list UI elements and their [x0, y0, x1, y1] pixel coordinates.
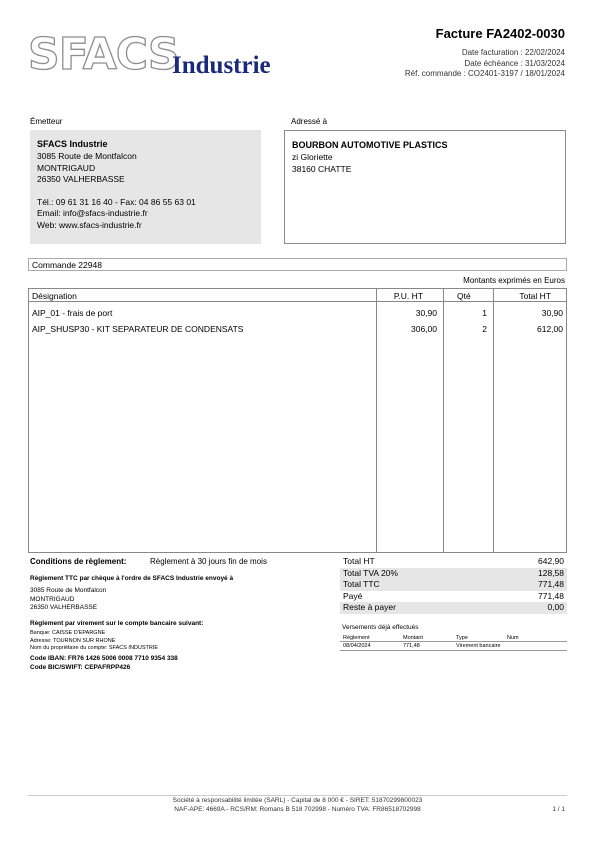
- invoice-due-date: Date échéance : 31/03/2024: [464, 58, 565, 68]
- payment-type: Virement bancaire: [456, 643, 501, 649]
- total-row: [340, 556, 567, 568]
- recipient-label: Adressé à: [291, 117, 328, 126]
- row-total: 30,90: [541, 308, 563, 318]
- logo-brand: SFACS: [28, 29, 179, 80]
- payment-amount: 771,48: [403, 643, 420, 649]
- payments-header-reglement: Règlement: [343, 635, 370, 641]
- total-row: [340, 602, 567, 614]
- total-label: Total TTC: [343, 579, 380, 590]
- column-divider: [493, 289, 494, 552]
- footer-legal-line-2: NAF-APE: 4669A - RCS/RM: Romans B 518 702998 - Numéro TVA: FR86518702998: [174, 806, 421, 813]
- total-value: 771,48: [538, 579, 564, 590]
- total-label: Reste à payer: [343, 602, 396, 613]
- company-logo: [28, 29, 290, 82]
- order-reference: Réf. commande : CO2401-3197 / 18/01/2024: [404, 69, 565, 78]
- invoice-title: Facture FA2402-0030: [435, 26, 565, 41]
- row-designation: AIP_SHUSP30 - KIT SEPARATEUR DE CONDENSATS: [32, 324, 244, 334]
- payments-title: Versements déjà effectués: [342, 624, 419, 631]
- items-table: [28, 288, 567, 553]
- payments-header-type: Type: [456, 635, 468, 641]
- sender-label: Émetteur: [30, 117, 63, 126]
- sender-box: [30, 130, 261, 244]
- recipient-address: zi Gloriette: [292, 152, 333, 162]
- header-designation: Désignation: [32, 291, 77, 301]
- payments-row: [340, 642, 567, 651]
- sender-city: MONTRIGAUD: [37, 162, 96, 173]
- row-unit-price: 30,90: [415, 308, 437, 318]
- total-row: [340, 579, 567, 591]
- currency-note: Montants exprimés en Euros: [463, 276, 565, 285]
- payments-table: [340, 634, 567, 651]
- footer-divider: [28, 795, 567, 796]
- header-unit-price: P.U. HT: [393, 291, 423, 301]
- row-total: 612,00: [537, 324, 563, 334]
- invoice-date: Date facturation : 22/02/2024: [461, 48, 565, 57]
- total-row: [340, 568, 567, 580]
- column-divider: [376, 289, 377, 552]
- sender-web: Web: www.sfacs-industrie.fr: [37, 219, 142, 230]
- transfer-title: Règlement par virement sur le compte bancaire suivant:: [30, 620, 204, 627]
- cheque-title: Règlement TTC par chèque à l'ordre de SFACS Industrie envoyé à: [30, 575, 234, 582]
- recipient-zip-city: 38160 CHATTE: [292, 163, 352, 174]
- recipient-box: [284, 130, 566, 244]
- header-quantity: Qté: [457, 291, 471, 301]
- sender-zip-city: 26350 VALHERBASSE: [37, 174, 125, 184]
- bank-details: [30, 630, 158, 653]
- cheque-address-line: 26350 VALHERBASSE: [30, 604, 98, 611]
- sender-address: 3085 Route de Montfalcon: [37, 151, 137, 161]
- payment-date: 08/04/2024: [343, 643, 371, 649]
- logo-suffix: Industrie: [172, 52, 271, 79]
- total-value: 771,48: [538, 590, 564, 601]
- total-value: 0,00: [547, 602, 564, 613]
- total-label: Total TVA 20%: [343, 567, 398, 578]
- bic: Code BIC/SWIFT: CEPAFRPP426: [30, 664, 131, 671]
- payment-terms-label: Conditions de règlement:: [30, 557, 127, 566]
- iban: Code IBAN: FR76 1426 5006 0008 7710 9354 338: [30, 655, 178, 662]
- row-quantity: 2: [482, 324, 487, 334]
- footer-legal-line-1: Société à responsabilité limitée (SARL) - Capital de 8 000 € - SIRET: 51870299800023: [172, 797, 423, 804]
- cheque-address: [30, 587, 106, 613]
- sender-phone: Tél.: 09 61 31 16 40 - Fax: 04 86 55 63 01: [37, 196, 196, 207]
- row-designation: AIP_01 - frais de port: [32, 308, 113, 318]
- sender-email: Email: info@sfacs-industrie.fr: [37, 208, 148, 218]
- account-owner: Nom du propriétaire du compte: SFACS INDUSTRIE: [30, 645, 159, 651]
- table-header: [29, 289, 566, 302]
- bank-address: Adresse: TOURNON SUR RHONE: [30, 637, 116, 644]
- payments-header: [340, 634, 567, 642]
- order-number: Commande 22948: [28, 258, 567, 271]
- header-total: Total HT: [519, 291, 551, 301]
- page-number: 1 / 1: [552, 806, 565, 813]
- total-label: Payé: [343, 590, 363, 601]
- total-label: Total HT: [343, 556, 375, 566]
- total-row: [340, 591, 567, 603]
- bank-name: Banque: CAISSE D'EPARGNE: [30, 630, 106, 636]
- invoice-meta: [405, 48, 565, 80]
- recipient-name: BOURBON AUTOMOTIVE PLASTICS: [292, 140, 448, 150]
- cheque-address-line: MONTRIGAUD: [30, 595, 75, 603]
- payment-terms-value: Règlement à 30 jours fin de mois: [150, 557, 267, 566]
- row-unit-price: 306,00: [411, 324, 437, 334]
- cheque-address-line: 3085 Route de Montfalcon: [30, 587, 107, 594]
- payments-header-montant: Montant: [403, 635, 423, 641]
- sender-name: SFACS Industrie: [37, 139, 108, 149]
- total-value: 642,90: [538, 556, 564, 566]
- column-divider: [443, 289, 444, 552]
- payments-header-num: Num: [507, 635, 519, 641]
- total-value: 128,58: [538, 567, 564, 578]
- row-quantity: 1: [482, 308, 487, 318]
- totals-block: [340, 556, 567, 614]
